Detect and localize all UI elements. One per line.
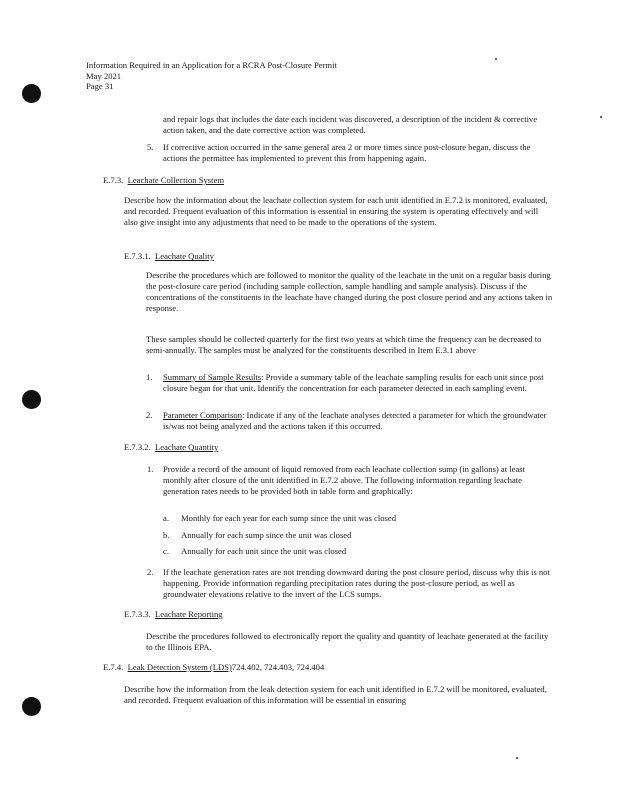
item-text: : Indicate if any of the leachate analyses detected a parameter for which the groundwater is/was not being analyzed and the actions taken if this occurred. <box>163 410 547 431</box>
section-e731-body-2: These samples should be collected quarterly for the first two years at which time the frequency can be decreased to semi-annually. The samples must be analyzed for the constituents described in Item E.3.1 above <box>146 334 542 355</box>
item-5-text: If corrective action occurred in the same general area 2 or more times since post-closure began, discuss the actions the permittee has implemented to prevent this from happening again. <box>163 142 531 163</box>
item-number: 2. <box>147 567 154 577</box>
item-number: 1. <box>146 372 153 382</box>
subitem-letter: a. <box>163 513 169 523</box>
continued-paragraph: and repair logs that includes the date each incident was discovered, a description of the incident & corrective action taken, and the date corrective action was completed. <box>163 114 538 135</box>
punch-hole-bottom <box>22 697 41 716</box>
header-page-number: Page 31 <box>86 81 114 91</box>
header-title: Information Required in an Application for a RCRA Post-Closure Permit <box>86 60 337 70</box>
scan-speck <box>516 757 518 759</box>
regulation-references: 724.402, 724.403, 724.404 <box>231 662 325 672</box>
item-title: Parameter Comparison <box>163 410 242 420</box>
section-heading-e731 <box>124 251 214 262</box>
scan-speck <box>600 116 602 118</box>
page-header <box>86 60 337 92</box>
punch-hole-middle <box>22 390 41 409</box>
section-e74-body: Describe how the information from the leak detection system for each unit identified in E.7.2 will be monitored, evaluated, and recorded. Frequent evaluation of this information will be essential in ensuring <box>124 684 547 705</box>
section-title: Leachate Collection System <box>127 175 225 185</box>
subitem-text: Monthly for each year for each sump since the unit was closed <box>181 513 397 523</box>
section-number: E.7.4. <box>103 662 124 672</box>
leachate-quantity-item-1: Provide a record of the amount of liquid removed from each leachate collection sump (in gallons) at least monthly after closure of the unit identified in E.7.2 above. The following information regarding leachate generation rates needs to be provided both in table form and graphically: <box>163 464 526 496</box>
subitem-text: Annually for each sump since the unit was closed <box>181 530 352 540</box>
leachate-quantity-item-2: If the leachate generation rates are not trending downward during the post closure period, discuss why this is not happening. Provide information regarding precipitation rates during the post-closure period, as well as groundwater elevations relative to the invert of the LCS sumps. <box>163 567 550 599</box>
section-number: E.7.3.3. <box>124 609 151 619</box>
section-title: Leachate Reporting <box>155 609 223 619</box>
section-e73-body: Describe how the information about the leachate collection system for each unit identified in E.7.2 is monitored, evaluated, and recorded. Frequent evaluation of this information is essential in ensuring the system is operating effectively and will also give insight into any adjustments that need to be made to the operations of the system. <box>124 195 548 227</box>
item-number: 2. <box>146 410 153 420</box>
section-title: Leachate Quality <box>155 251 214 261</box>
section-title: Leak Detection System (LDS) <box>127 662 232 672</box>
section-e733-body: Describe the procedures followed to electronically report the quality and quantity of leachate generated at the facility to the Illinois EPA. <box>146 631 549 652</box>
section-heading-e733 <box>124 609 223 620</box>
section-e731-body: Describe the procedures which are followed to monitor the quality of the leachate in the unit on a regular basis during the post-closure care period (including sample collection, sample handling and sample analysis). Discuss if the concentrations of the constituents in the leachate have changed during the post closure period and any actions taken in response. <box>146 270 553 313</box>
subitem-text: Annually for each unit since the unit was closed <box>181 546 347 556</box>
item-number: 1. <box>147 464 154 474</box>
section-number: E.7.3.2. <box>124 442 151 452</box>
section-heading-e732 <box>124 442 218 453</box>
subitem-letter: c. <box>163 546 169 556</box>
section-number: E.7.3. <box>103 175 124 185</box>
item-text: : Provide a summary table of the leachate sampling results for each unit since post closure began for that unit. Identify the concentration for each parameter detected in each sampling event. <box>163 372 544 393</box>
section-heading-e73 <box>103 175 224 186</box>
section-number: E.7.3.1. <box>124 251 151 261</box>
item-number: 5. <box>147 142 154 152</box>
item-title: Summary of Sample Results <box>163 372 262 382</box>
punch-hole-top <box>22 84 41 103</box>
parameter-comparison-item <box>163 410 555 432</box>
header-date: May 2021 <box>86 70 122 81</box>
summary-of-sample-results-item <box>163 372 555 394</box>
subitem-letter: b. <box>163 530 170 540</box>
section-heading-e74 <box>103 662 324 673</box>
section-title: Leachate Quantity <box>155 442 219 452</box>
scan-speck <box>495 58 497 60</box>
